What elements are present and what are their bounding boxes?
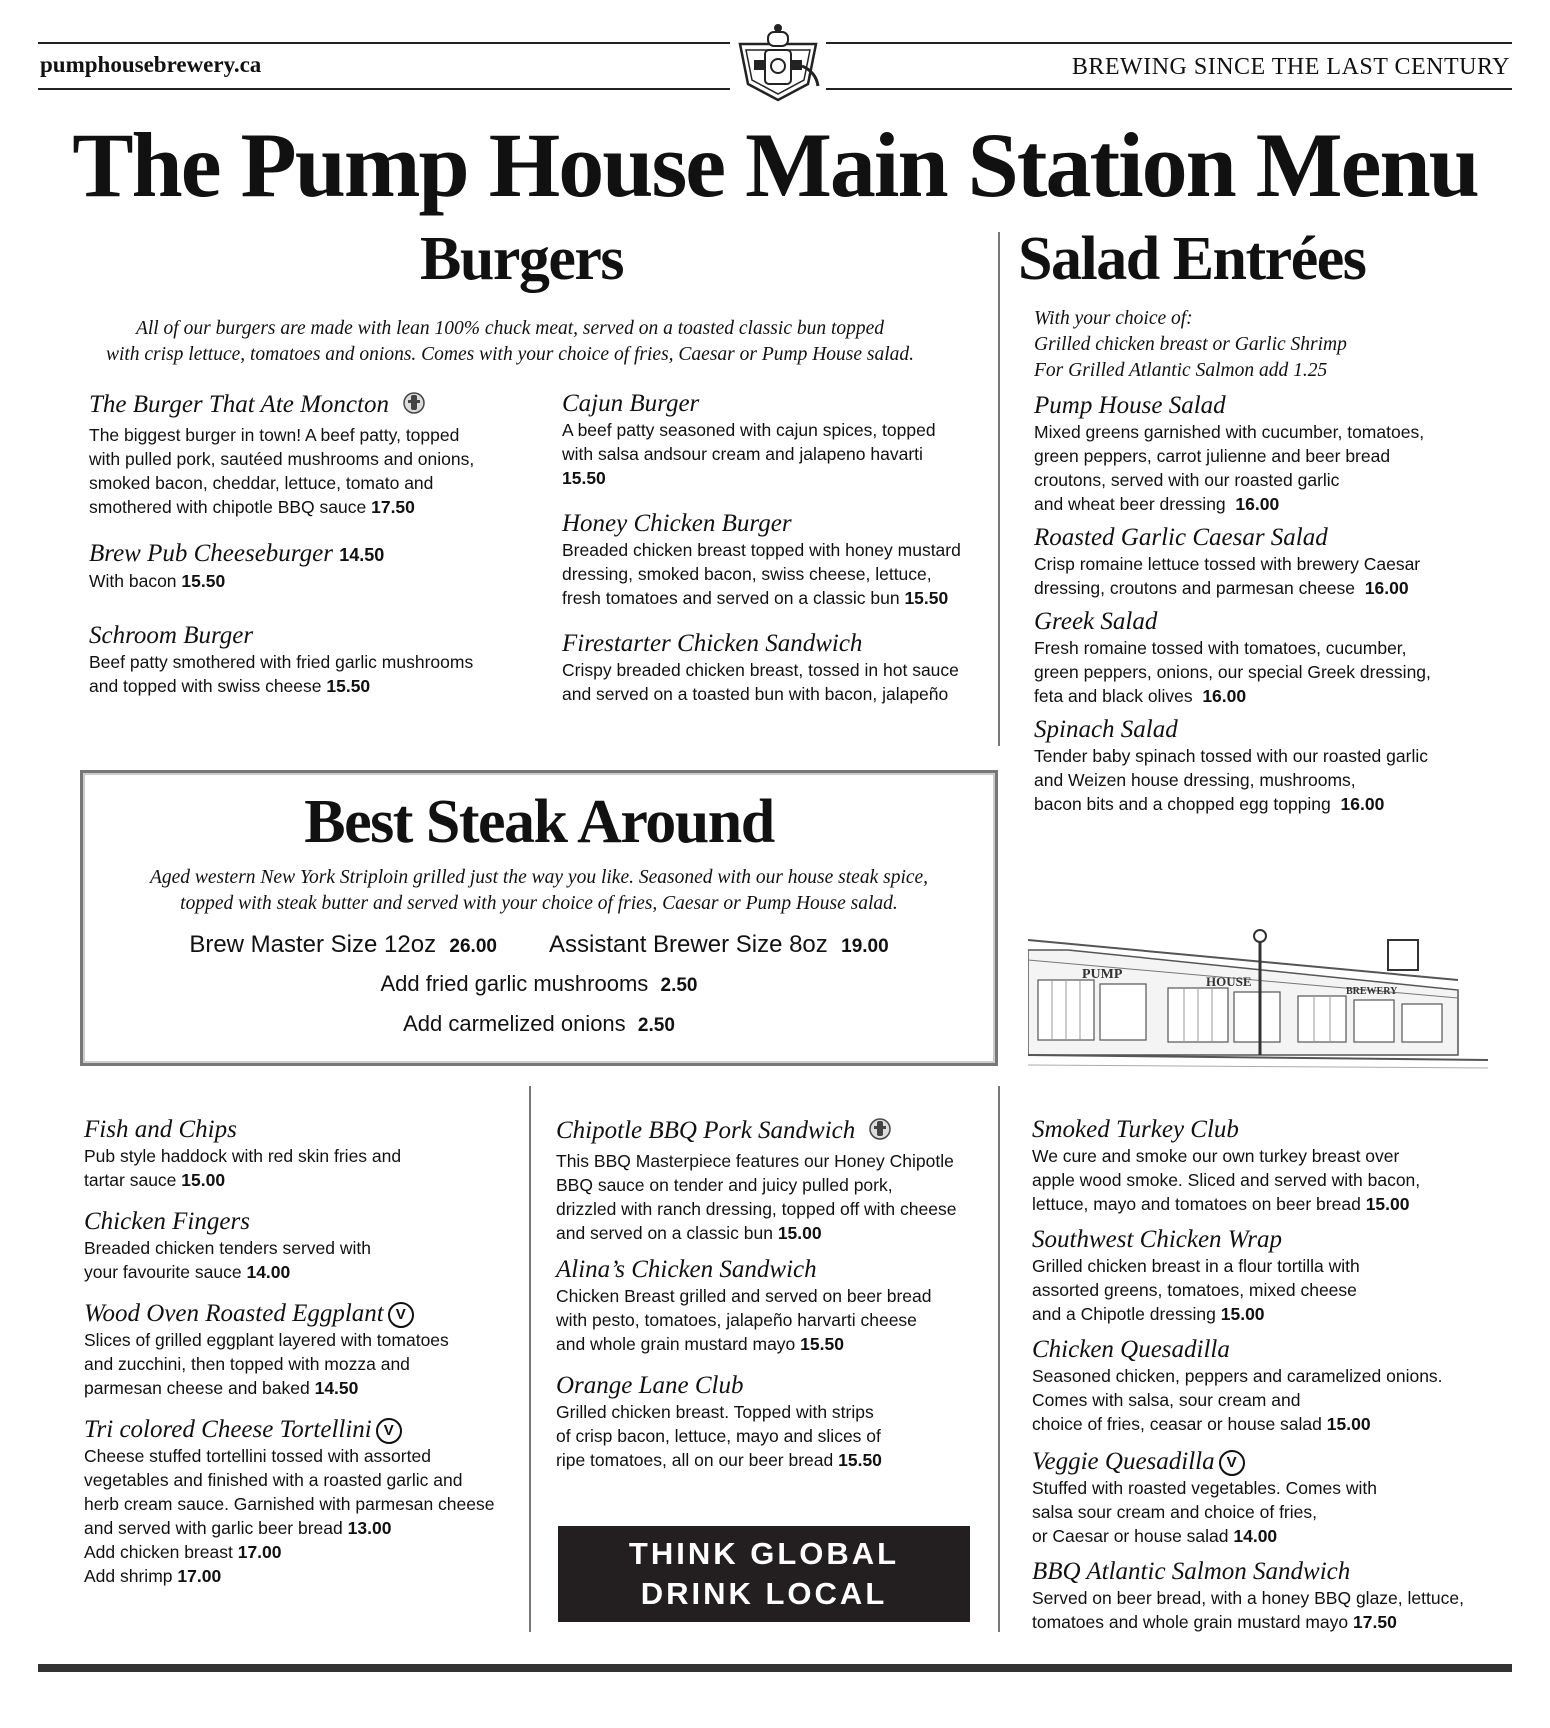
item-desc-line: Seasoned chicken, peppers and caramelized onions. <box>1032 1366 1443 1386</box>
item-price: 15.50 <box>181 571 226 591</box>
item-price: 15.50 <box>562 468 606 488</box>
item-desc-line: green peppers, onions, our special Greek dressing, <box>1034 662 1431 682</box>
steak-size: Assistant Brewer Size 8oz <box>549 931 828 958</box>
item-desc-line: Beef patty smothered with fried garlic mushrooms <box>89 652 474 672</box>
item-name: Firestarter Chicken Sandwich <box>562 630 863 657</box>
addon-label: Add shrimp <box>84 1566 173 1587</box>
salads-intro-line: Grilled chicken breast or Garlic Shrimp <box>1034 334 1347 355</box>
item-price: 15.00 <box>1220 1304 1265 1324</box>
menu-item <box>562 630 992 706</box>
burgers-heading: Burgers <box>420 225 624 293</box>
item-price: 14.00 <box>1233 1526 1278 1547</box>
footer-rule <box>38 1664 1512 1672</box>
item-desc-line: dressing, smoked bacon, swiss cheese, lettuce, <box>562 564 932 584</box>
item-desc-line: Tender baby spinach tossed with our roasted garlic <box>1034 746 1428 766</box>
item-desc-line: Slices of grilled eggplant layered with tomatoes <box>84 1330 449 1351</box>
item-desc-line: and Weizen house dressing, mushrooms, <box>1034 770 1356 790</box>
item-name: Roasted Garlic Caesar Salad <box>1034 524 1328 551</box>
steak-addon <box>83 971 995 997</box>
menu-item <box>1034 524 1514 600</box>
item-name: Greek Salad <box>1034 608 1158 635</box>
salads-heading: Salad Entrées <box>1018 225 1366 293</box>
item-name: Brew Pub Cheeseburger <box>89 540 333 567</box>
item-name: BBQ Atlantic Salmon Sandwich <box>1032 1558 1351 1585</box>
item-desc-line: and served with garlic beer bread <box>84 1518 343 1539</box>
item-desc-line: with salsa andsour cream and jalapeno havarti <box>562 444 923 464</box>
menu-item <box>1034 608 1514 708</box>
item-desc-line: smothered with chipotle BBQ sauce <box>89 497 367 517</box>
item-desc-line: parmesan cheese and baked <box>84 1378 310 1399</box>
item-desc-line: and served on a classic bun <box>556 1223 773 1243</box>
item-name: Orange Lane Club <box>556 1372 744 1399</box>
salads-intro-line: For Grilled Atlantic Salmon add 1.25 <box>1034 360 1328 381</box>
item-desc-line: and served on a toasted bun with bacon, jalapeño <box>562 684 949 704</box>
item-price: 15.50 <box>326 676 371 696</box>
menu-item <box>89 622 549 698</box>
menu-item <box>84 1116 524 1192</box>
item-price: 14.50 <box>339 545 385 565</box>
banner-line: DRINK LOCAL <box>640 1576 888 1611</box>
menu-item <box>556 1116 996 1245</box>
banner-line: THINK GLOBAL <box>628 1536 900 1571</box>
item-desc-line: Comes with salsa, sour cream and <box>1032 1390 1301 1410</box>
item-price: 16.00 <box>1235 494 1280 514</box>
item-desc-line: and topped with swiss cheese <box>89 676 322 696</box>
brewery-building-illustration <box>1028 880 1488 1070</box>
item-desc-line: Crisp romaine lettuce tossed with brewery Caesar <box>1034 554 1421 574</box>
addon-price: 2.50 <box>660 975 698 996</box>
item-desc-line: Cheese stuffed tortellini tossed with assorted <box>84 1446 431 1467</box>
item-desc-line: drizzled with ranch dressing, topped off with cheese <box>556 1199 957 1219</box>
item-desc-line: BBQ sauce on tender and juicy pulled pork, <box>556 1175 893 1195</box>
page-title: The Pump House Main Station Menu <box>72 114 1478 216</box>
item-desc-line: Crispy breaded chicken breast, tossed in hot sauce <box>562 660 959 680</box>
item-name: Tri colored Cheese Tortellini <box>84 1416 372 1443</box>
menu-item <box>1032 1226 1522 1326</box>
item-desc-line: With bacon <box>89 571 177 591</box>
item-name: Southwest Chicken Wrap <box>1032 1226 1282 1253</box>
building-sign-text: HOUSE <box>1206 974 1252 989</box>
menu-item <box>1032 1336 1522 1436</box>
item-desc-line: A beef patty seasoned with cajun spices, topped <box>562 420 936 440</box>
item-desc-line: smoked bacon, cheddar, lettuce, tomato and <box>89 473 434 493</box>
item-desc-line: or Caesar or house salad <box>1032 1526 1229 1547</box>
item-price: 15.50 <box>904 588 949 608</box>
item-name: Chicken Fingers <box>84 1208 250 1235</box>
site-url[interactable]: pumphousebrewery.ca <box>40 52 262 77</box>
steak-heading: Best Steak Around <box>304 788 774 856</box>
menu-item <box>84 1300 524 1400</box>
item-price: 15.00 <box>1365 1194 1410 1214</box>
steak-sizes <box>83 931 995 959</box>
item-desc-line: and zucchini, then topped with mozza and <box>84 1354 410 1375</box>
item-price: 15.50 <box>800 1334 844 1354</box>
item-price: 14.50 <box>314 1378 359 1399</box>
menu-item <box>556 1256 996 1356</box>
menu-item <box>89 390 549 519</box>
item-name: The Burger That Ate Moncton <box>89 391 389 419</box>
item-name: Schroom Burger <box>89 622 254 649</box>
item-name: Wood Oven Roasted Eggplant <box>84 1300 384 1327</box>
item-price: 14.00 <box>246 1262 291 1282</box>
item-desc-line: choice of fries, ceasar or house salad <box>1032 1414 1322 1434</box>
item-desc-line: of crisp bacon, lettuce, mayo and slices of <box>556 1426 881 1446</box>
menu-item <box>1034 716 1514 816</box>
menu-item <box>562 390 992 490</box>
hydrant-icon <box>403 390 425 423</box>
item-desc-line: Mixed greens garnished with cucumber, tomatoes, <box>1034 422 1425 442</box>
burgers-intro-line: All of our burgers are made with lean 100% chuck meat, served on a toasted classic bun topped <box>135 318 885 339</box>
column-divider <box>529 1086 531 1632</box>
item-desc-line: tomatoes and whole grain mustard mayo <box>1032 1612 1349 1632</box>
item-desc-line: and wheat beer dressing <box>1034 494 1226 514</box>
menu-item <box>1032 1448 1522 1548</box>
item-desc-line: assorted greens, tomatoes, mixed cheese <box>1032 1280 1357 1300</box>
item-desc-line: This BBQ Masterpiece features our Honey Chipotle <box>556 1151 954 1171</box>
vegetarian-icon: V <box>1219 1450 1245 1476</box>
item-desc-line: dressing, croutons and parmesan cheese <box>1034 578 1356 598</box>
item-desc-line: with pesto, tomatoes, jalapeño harvarti cheese <box>556 1310 917 1330</box>
item-desc-line: herb cream sauce. Garnished with parmesan cheese <box>84 1494 495 1515</box>
item-desc-line: salsa sour cream and choice of fries, <box>1032 1502 1317 1523</box>
building-sign-text: PUMP <box>1082 967 1123 982</box>
item-price: 15.00 <box>1326 1414 1371 1434</box>
think-global-drink-local-banner <box>558 1526 970 1622</box>
item-name: Pump House Salad <box>1034 392 1226 419</box>
steak-intro-line: Aged western New York Striploin grilled just the way you like. Seasoned with our house steak spice, <box>149 867 929 888</box>
item-desc-line: Breaded chicken breast topped with honey mustard <box>562 540 961 560</box>
item-price: 15.00 <box>777 1223 822 1243</box>
item-price: 16.00 <box>1340 794 1385 814</box>
item-desc-line: and whole grain mustard mayo <box>556 1334 796 1354</box>
item-name: Smoked Turkey Club <box>1032 1116 1239 1143</box>
salads-intro <box>1034 306 1347 384</box>
item-desc-line: Pub style haddock with red skin fries and <box>84 1146 402 1166</box>
item-name: Chicken Quesadilla <box>1032 1336 1230 1363</box>
item-desc-line: croutons, served with our roasted garlic <box>1034 470 1340 490</box>
item-desc-line: lettuce, mayo and tomatoes on beer bread <box>1032 1194 1361 1214</box>
addon-label: Add chicken breast <box>84 1542 233 1563</box>
menu-item <box>84 1416 524 1588</box>
item-name: Chipotle BBQ Pork Sandwich <box>556 1117 856 1145</box>
item-desc-line: apple wood smoke. Sliced and served with bacon, <box>1032 1170 1421 1190</box>
steak-box <box>80 770 998 1066</box>
item-desc-line: fresh tomatoes and served on a classic bun <box>562 588 900 608</box>
item-desc-line: We cure and smoke our own turkey breast over <box>1032 1146 1400 1166</box>
menu-item <box>556 1372 996 1472</box>
item-desc-line: vegetables and finished with a roasted garlic and <box>84 1470 463 1491</box>
item-desc-line: your favourite sauce <box>84 1262 242 1282</box>
item-desc-line: Breaded chicken tenders served with <box>84 1238 371 1258</box>
item-desc-line: ripe tomatoes, all on our beer bread <box>556 1450 834 1470</box>
item-name: Cajun Burger <box>562 390 700 417</box>
item-name: Fish and Chips <box>84 1116 237 1143</box>
tagline: BREWING SINCE THE LAST CENTURY <box>1071 54 1510 80</box>
item-desc-line: and a Chipotle dressing <box>1032 1304 1216 1324</box>
vegetarian-icon: V <box>388 1302 414 1328</box>
menu-item <box>84 1208 524 1284</box>
salads-intro-line: With your choice of: <box>1034 308 1193 329</box>
item-price: 16.00 <box>1364 578 1409 598</box>
item-price: 16.00 <box>1202 686 1247 706</box>
item-name: Honey Chicken Burger <box>562 510 792 537</box>
burgers-intro <box>60 316 960 368</box>
menu-item <box>1032 1116 1522 1216</box>
item-name: Alina’s Chicken Sandwich <box>556 1256 817 1283</box>
burgers-intro-line: with crisp lettuce, tomatoes and onions. Comes with your choice of fries, Caesar or Pump House salad. <box>105 344 915 365</box>
addon-label: Add carmelized onions <box>403 1011 626 1036</box>
item-desc-line: Chicken Breast grilled and served on beer bread <box>556 1286 932 1306</box>
item-desc-line: green peppers, carrot julienne and beer bread <box>1034 446 1391 466</box>
fire-hydrant-crest-icon <box>730 20 826 104</box>
item-price: 15.50 <box>838 1450 882 1470</box>
item-desc-line: feta and black olives <box>1034 686 1193 706</box>
addon-price: 17.00 <box>177 1566 222 1587</box>
building-sign-text: BREWERY <box>1346 986 1398 997</box>
steak-intro <box>83 865 995 917</box>
column-divider <box>998 1086 1000 1632</box>
menu-item <box>1034 392 1514 516</box>
steak-price: 19.00 <box>841 936 889 957</box>
steak-price: 26.00 <box>449 936 497 957</box>
menu-item <box>562 510 992 610</box>
item-price: 17.50 <box>1353 1612 1397 1632</box>
item-price: 17.50 <box>371 497 415 517</box>
steak-intro-line: topped with steak butter and served with your choice of fries, Caesar or Pump House salad. <box>180 893 898 914</box>
item-desc-line: Grilled chicken breast. Topped with strips <box>556 1402 874 1422</box>
menu-item <box>1032 1558 1532 1634</box>
addon-label: Add fried garlic mushrooms <box>380 971 649 996</box>
menu-item <box>89 540 549 593</box>
item-desc-line: bacon bits and a chopped egg topping <box>1034 794 1331 814</box>
item-desc-line: Served on beer bread, with a honey BBQ glaze, lettuce, <box>1032 1588 1464 1608</box>
hydrant-icon <box>869 1116 891 1149</box>
item-price: 15.00 <box>181 1170 226 1190</box>
steak-size: Brew Master Size 12oz <box>189 931 437 958</box>
vegetarian-icon: V <box>376 1418 402 1444</box>
item-price: 13.00 <box>347 1518 392 1539</box>
item-desc-line: Stuffed with roasted vegetables. Comes with <box>1032 1478 1378 1499</box>
item-name: Spinach Salad <box>1034 716 1178 743</box>
steak-addon <box>83 1011 995 1037</box>
addon-price: 17.00 <box>237 1542 282 1563</box>
item-desc-line: Fresh romaine tossed with tomatoes, cucumber, <box>1034 638 1407 658</box>
item-desc-line: The biggest burger in town! A beef patty, topped <box>89 425 460 445</box>
addon-price: 2.50 <box>637 1015 675 1036</box>
item-desc-line: Grilled chicken breast in a flour tortilla with <box>1032 1256 1360 1276</box>
item-desc-line: tartar sauce <box>84 1170 177 1190</box>
item-name: Veggie Quesadilla <box>1032 1448 1215 1475</box>
column-divider <box>998 232 1000 746</box>
item-desc-line: with pulled pork, sautéed mushrooms and onions, <box>89 449 475 469</box>
